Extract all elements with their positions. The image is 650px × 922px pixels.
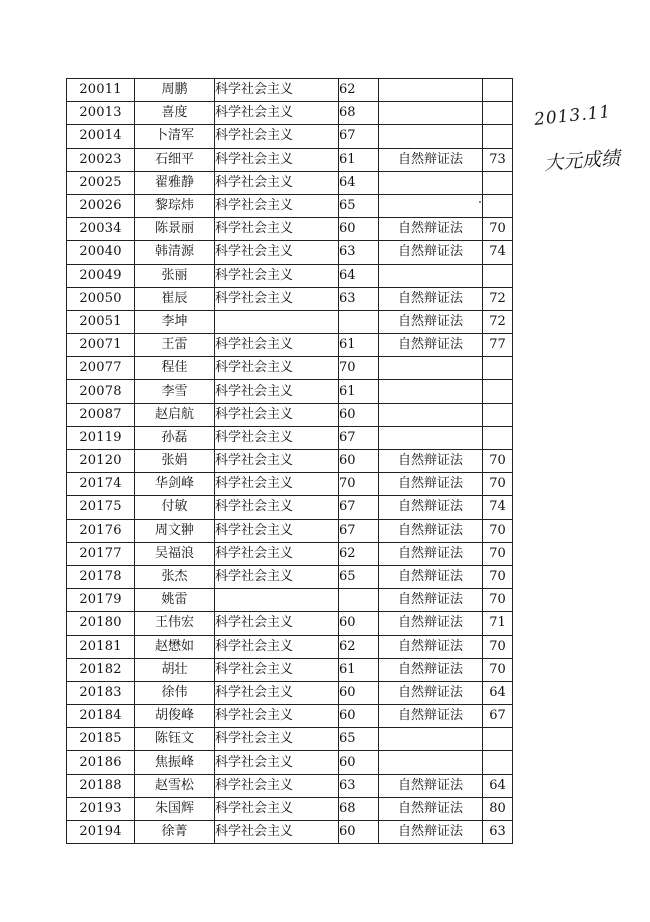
student-name-cell: 付敏 [135, 496, 215, 519]
score2-cell: 77 [483, 334, 513, 357]
student-name-cell: 卜清军 [135, 125, 215, 148]
score2-cell: 72 [483, 287, 513, 310]
score1-cell: 70 [339, 357, 379, 380]
subject2-cell: 自然辩证法 [379, 519, 483, 542]
subject2-cell: 自然辩证法 [379, 681, 483, 704]
score1-cell: 61 [339, 148, 379, 171]
subject1-cell: 科学社会主义 [215, 542, 339, 565]
subject1-cell: 科学社会主义 [215, 705, 339, 728]
subject2-cell: 自然辩证法 [379, 797, 483, 820]
student-name-cell: 王伟宏 [135, 612, 215, 635]
subject1-cell: 科学社会主义 [215, 496, 339, 519]
score2-cell: 70 [483, 658, 513, 681]
score1-cell: 68 [339, 797, 379, 820]
score2-cell: 74 [483, 241, 513, 264]
student-name-cell: 焦振峰 [135, 751, 215, 774]
student-id-cell: 20040 [67, 241, 135, 264]
handwritten-date: 2013.11 [533, 102, 613, 130]
student-id-cell: 20026 [67, 194, 135, 217]
score1-cell: 60 [339, 705, 379, 728]
student-id-cell: 20119 [67, 426, 135, 449]
subject1-cell: 科学社会主义 [215, 612, 339, 635]
student-id-cell: 20120 [67, 450, 135, 473]
student-name-cell: 胡壮 [135, 658, 215, 681]
score2-cell: 70 [483, 635, 513, 658]
score1-cell: 64 [339, 264, 379, 287]
table-row [67, 728, 513, 751]
subject1-cell [215, 589, 339, 612]
subject2-cell [379, 79, 483, 102]
subject1-cell: 科学社会主义 [215, 403, 339, 426]
subject2-cell: 自然辩证法 [379, 310, 483, 333]
score2-cell [483, 125, 513, 148]
subject1-cell: 科学社会主义 [215, 102, 339, 125]
score1-cell [339, 589, 379, 612]
student-name-cell: 陈钰文 [135, 728, 215, 751]
subject2-cell: 自然辩证法 [379, 612, 483, 635]
student-name-cell: 姚雷 [135, 589, 215, 612]
score2-cell [483, 194, 513, 217]
student-id-cell: 20178 [67, 565, 135, 588]
subject1-cell: 科学社会主义 [215, 658, 339, 681]
table-row [67, 403, 513, 426]
subject1-cell: 科学社会主义 [215, 194, 339, 217]
student-name-cell: 胡俊峰 [135, 705, 215, 728]
student-id-cell: 20077 [67, 357, 135, 380]
subject1-cell: 科学社会主义 [215, 380, 339, 403]
subject2-cell: 自然辩证法 [379, 218, 483, 241]
table-row [67, 496, 513, 519]
score2-cell [483, 102, 513, 125]
table-row [67, 542, 513, 565]
subject1-cell: 科学社会主义 [215, 797, 339, 820]
score1-cell: 67 [339, 125, 379, 148]
student-name-cell: 周文翀 [135, 519, 215, 542]
subject1-cell: 科学社会主义 [215, 148, 339, 171]
score2-cell [483, 171, 513, 194]
score2-cell [483, 79, 513, 102]
subject1-cell: 科学社会主义 [215, 450, 339, 473]
table-row [67, 380, 513, 403]
student-id-cell: 20051 [67, 310, 135, 333]
subject1-cell: 科学社会主义 [215, 519, 339, 542]
score2-cell: 74 [483, 496, 513, 519]
score1-cell: 67 [339, 426, 379, 449]
student-id-cell: 20023 [67, 148, 135, 171]
subject1-cell: 科学社会主义 [215, 241, 339, 264]
handwritten-note: 大元成绩 [543, 147, 621, 175]
subject1-cell [215, 310, 339, 333]
subject1-cell: 科学社会主义 [215, 218, 339, 241]
score1-cell: 60 [339, 450, 379, 473]
score1-cell: 62 [339, 542, 379, 565]
score1-cell: 60 [339, 821, 379, 844]
table-row [67, 426, 513, 449]
student-name-cell: 华剑峰 [135, 473, 215, 496]
score2-cell [483, 403, 513, 426]
subject1-cell: 科学社会主义 [215, 473, 339, 496]
score1-cell: 65 [339, 194, 379, 217]
student-name-cell: 张娟 [135, 450, 215, 473]
score1-cell: 63 [339, 241, 379, 264]
student-name-cell: 徐伟 [135, 681, 215, 704]
score2-cell [483, 426, 513, 449]
student-name-cell: 李雪 [135, 380, 215, 403]
score2-cell: 73 [483, 148, 513, 171]
student-id-cell: 20078 [67, 380, 135, 403]
subject2-cell: 自然辩证法 [379, 148, 483, 171]
student-id-cell: 20179 [67, 589, 135, 612]
subject2-cell [379, 357, 483, 380]
student-id-cell: 20194 [67, 821, 135, 844]
student-id-cell: 20013 [67, 102, 135, 125]
table-row [67, 751, 513, 774]
student-id-cell: 20193 [67, 797, 135, 820]
student-name-cell: 周鹏 [135, 79, 215, 102]
student-id-cell: 20087 [67, 403, 135, 426]
student-name-cell: 程佳 [135, 357, 215, 380]
score1-cell: 70 [339, 473, 379, 496]
score2-cell: 72 [483, 310, 513, 333]
score2-cell: 67 [483, 705, 513, 728]
table-row [67, 473, 513, 496]
score2-cell: 70 [483, 473, 513, 496]
table-row [67, 681, 513, 704]
subject2-cell [379, 102, 483, 125]
student-name-cell: 韩清源 [135, 241, 215, 264]
table-row [67, 774, 513, 797]
table-row [67, 357, 513, 380]
subject1-cell: 科学社会主义 [215, 334, 339, 357]
subject2-cell: 自然辩证法 [379, 705, 483, 728]
subject2-cell: 自然辩证法 [379, 821, 483, 844]
subject2-cell [379, 426, 483, 449]
score2-cell [483, 380, 513, 403]
student-id-cell: 20071 [67, 334, 135, 357]
subject1-cell: 科学社会主义 [215, 751, 339, 774]
student-id-cell: 20182 [67, 658, 135, 681]
score2-cell: 63 [483, 821, 513, 844]
table-row [67, 519, 513, 542]
student-id-cell: 20177 [67, 542, 135, 565]
score1-cell: 62 [339, 79, 379, 102]
student-name-cell: 黎琮炜 [135, 194, 215, 217]
score2-cell [483, 264, 513, 287]
subject2-cell [379, 403, 483, 426]
score1-cell: 65 [339, 565, 379, 588]
student-name-cell: 陈景丽 [135, 218, 215, 241]
table-row [67, 125, 513, 148]
table-row [67, 797, 513, 820]
subject2-cell: 自然辩证法 [379, 658, 483, 681]
subject2-cell: 自然辩证法 [379, 635, 483, 658]
subject2-cell [379, 728, 483, 751]
score2-cell: 70 [483, 450, 513, 473]
table-row [67, 334, 513, 357]
subject1-cell: 科学社会主义 [215, 171, 339, 194]
score1-cell: 61 [339, 658, 379, 681]
subject2-cell: 自然辩证法 [379, 542, 483, 565]
student-id-cell: 20014 [67, 125, 135, 148]
subject1-cell: 科学社会主义 [215, 125, 339, 148]
score1-cell: 67 [339, 496, 379, 519]
student-id-cell: 20011 [67, 79, 135, 102]
student-id-cell: 20188 [67, 774, 135, 797]
score2-cell: 70 [483, 565, 513, 588]
score1-cell: 61 [339, 334, 379, 357]
score2-cell: 70 [483, 218, 513, 241]
table-row [67, 171, 513, 194]
subject2-cell: 自然辩证法 [379, 565, 483, 588]
student-name-cell: 徐菁 [135, 821, 215, 844]
table-row [67, 241, 513, 264]
student-name-cell: 喜度 [135, 102, 215, 125]
student-id-cell: 20176 [67, 519, 135, 542]
student-name-cell: 崔辰 [135, 287, 215, 310]
subject1-cell: 科学社会主义 [215, 728, 339, 751]
subject2-cell: 自然辩证法 [379, 334, 483, 357]
subject1-cell: 科学社会主义 [215, 635, 339, 658]
table-row [67, 310, 513, 333]
subject1-cell: 科学社会主义 [215, 264, 339, 287]
subject1-cell: 科学社会主义 [215, 79, 339, 102]
stray-mark [479, 201, 481, 203]
score1-cell: 61 [339, 380, 379, 403]
score1-cell: 64 [339, 171, 379, 194]
table-row [67, 148, 513, 171]
score2-cell: 70 [483, 589, 513, 612]
score2-cell [483, 357, 513, 380]
subject1-cell: 科学社会主义 [215, 681, 339, 704]
subject2-cell: 自然辩证法 [379, 241, 483, 264]
table-row [67, 102, 513, 125]
grades-table-body [67, 79, 513, 844]
subject2-cell [379, 380, 483, 403]
table-row [67, 287, 513, 310]
student-name-cell: 吴福浪 [135, 542, 215, 565]
score2-cell [483, 728, 513, 751]
score2-cell: 70 [483, 542, 513, 565]
score1-cell: 63 [339, 287, 379, 310]
student-id-cell: 20181 [67, 635, 135, 658]
student-id-cell: 20049 [67, 264, 135, 287]
score1-cell: 67 [339, 519, 379, 542]
student-id-cell: 20184 [67, 705, 135, 728]
score1-cell: 63 [339, 774, 379, 797]
score1-cell: 68 [339, 102, 379, 125]
table-row [67, 264, 513, 287]
table-row [67, 589, 513, 612]
score2-cell [483, 751, 513, 774]
subject1-cell: 科学社会主义 [215, 287, 339, 310]
table-row [67, 821, 513, 844]
subject1-cell: 科学社会主义 [215, 426, 339, 449]
subject2-cell: 自然辩证法 [379, 496, 483, 519]
student-name-cell: 孙磊 [135, 426, 215, 449]
subject1-cell: 科学社会主义 [215, 774, 339, 797]
student-name-cell: 张杰 [135, 565, 215, 588]
score1-cell [339, 310, 379, 333]
subject1-cell: 科学社会主义 [215, 821, 339, 844]
score1-cell: 60 [339, 218, 379, 241]
score2-cell: 80 [483, 797, 513, 820]
student-id-cell: 20050 [67, 287, 135, 310]
subject2-cell: 自然辩证法 [379, 589, 483, 612]
score1-cell: 65 [339, 728, 379, 751]
score1-cell: 60 [339, 751, 379, 774]
table-row [67, 218, 513, 241]
subject2-cell: 自然辩证法 [379, 450, 483, 473]
student-name-cell: 王雷 [135, 334, 215, 357]
score1-cell: 60 [339, 403, 379, 426]
score2-cell: 71 [483, 612, 513, 635]
student-name-cell: 张丽 [135, 264, 215, 287]
student-id-cell: 20034 [67, 218, 135, 241]
student-name-cell: 赵雪松 [135, 774, 215, 797]
student-name-cell: 赵懋如 [135, 635, 215, 658]
student-id-cell: 20185 [67, 728, 135, 751]
score1-cell: 60 [339, 612, 379, 635]
table-row [67, 194, 513, 217]
grades-table [66, 78, 513, 844]
student-name-cell: 朱国辉 [135, 797, 215, 820]
student-id-cell: 20175 [67, 496, 135, 519]
table-row [67, 658, 513, 681]
student-name-cell: 赵启航 [135, 403, 215, 426]
student-name-cell: 李坤 [135, 310, 215, 333]
subject2-cell [379, 194, 483, 217]
score2-cell: 64 [483, 681, 513, 704]
subject1-cell: 科学社会主义 [215, 357, 339, 380]
score1-cell: 62 [339, 635, 379, 658]
score1-cell: 60 [339, 681, 379, 704]
student-id-cell: 20183 [67, 681, 135, 704]
subject2-cell: 自然辩证法 [379, 287, 483, 310]
student-id-cell: 20174 [67, 473, 135, 496]
table-row [67, 450, 513, 473]
subject2-cell: 自然辩证法 [379, 473, 483, 496]
student-name-cell: 石细平 [135, 148, 215, 171]
table-row [67, 635, 513, 658]
student-name-cell: 翟雅静 [135, 171, 215, 194]
subject2-cell [379, 751, 483, 774]
table-row [67, 565, 513, 588]
subject2-cell [379, 264, 483, 287]
student-id-cell: 20180 [67, 612, 135, 635]
subject2-cell: 自然辩证法 [379, 774, 483, 797]
table-row [67, 705, 513, 728]
score2-cell: 70 [483, 519, 513, 542]
table-row [67, 612, 513, 635]
table-row [67, 79, 513, 102]
score2-cell: 64 [483, 774, 513, 797]
subject1-cell: 科学社会主义 [215, 565, 339, 588]
student-id-cell: 20186 [67, 751, 135, 774]
student-id-cell: 20025 [67, 171, 135, 194]
subject2-cell [379, 171, 483, 194]
subject2-cell [379, 125, 483, 148]
